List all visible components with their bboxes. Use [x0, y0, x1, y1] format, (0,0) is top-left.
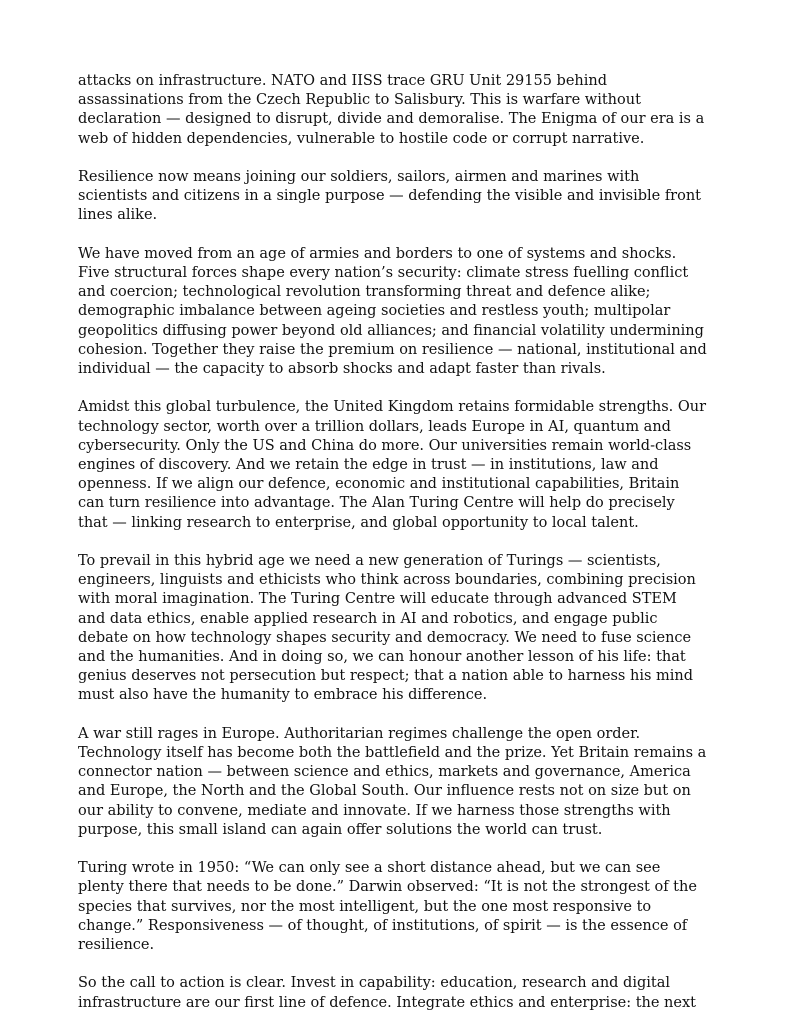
- paragraph-uk-strengths: Amidst this global turbulence, the United Kingdom retains formidable strengths. Our technology sector, worth over a trillion dollars, leads Europe in AI, quantum and cybersecurity. Only the US and China do more. Our universities remain world-class engines of discovery. And we retain the edge in trust — in institutions, law and openness. If we align our defence, economic and institutional capabilities, Britain can turn resilience into advantage. The Alan Turing Centre will help do precisely that — linking research to enterprise, and global opportunity to local talent.: [78, 399, 707, 531]
- paragraph-hybrid-warfare: attacks on infrastructure. NATO and IISS trace GRU Unit 29155 behind assassinations from the Czech Republic to Salisbury. This is warfare without declaration — designed to disrupt, divide and demoralise. The Enigma of our era is a web of hidden dependencies, vulnerable to hostile code or corrupt narrative.: [78, 73, 705, 147]
- paragraph-resilience-purpose: Resilience now means joining our soldiers, sailors, airmen and marines with scientists and citizens in a single purpose — defending the visible and invisible front lines alike.: [78, 169, 702, 224]
- document-page: [78, 72, 708, 1032]
- paragraph-call-to-action: So the call to action is clear. Invest in capability: education, research and digital infrastructure are our first line of defence. Integrate ethics and enterprise: the next: [78, 975, 696, 1011]
- paragraph-turing-darwin-quotes: Turing wrote in 1950: “We can only see a short distance ahead, but we can see plenty there that needs to be done.” Darwin observed: “It is not the strongest of the species that survives, nor the most intelligent, but the one most responsive to change.” Responsiveness — of thought, of institutions, of spirit — is the essence of resilience.: [78, 860, 697, 954]
- paragraph-structural-forces: We have moved from an age of armies and borders to one of systems and shocks. Five structural forces shape every nation’s security: climate stress fuelling conflict and coercion; technological revolution transforming threat and defence alike; demographic imbalance between ageing societies and restless youth; multipolar geopolitics diffusing power beyond old alliances; and financial volatility undermining cohesion. Together they raise the premium on resilience — national, institutional and individual — the capacity to absorb shocks and adapt faster than rivals.: [78, 245, 707, 378]
- paragraph-new-turings: To prevail in this hybrid age we need a new generation of Turings — scientists, engineers, linguists and ethicists who think across boundaries, combining precision with moral imagination. The Turing Centre will educate through advanced STEM and data ethics, enable applied research in AI and robotics, and engage public debate on how technology shapes security and democracy. We need to fuse science and the humanities. And in doing so, we can honour another lesson of his life: that genius deserves not persecution but respect; that a nation able to harness his mind must also have the humanity to embrace his difference.: [78, 553, 696, 704]
- paragraph-connector-nation: A war still rages in Europe. Authoritarian regimes challenge the open order. Technology itself has become both the battlefield and the prize. Yet Britain remains a connector nation — between science and ethics, markets and governance, America and Europe, the North and the Global South. Our influence rests not on size but on our ability to convene, mediate and innovate. If we harness those strengths with purpose, this small island can again offer solutions the world can trust.: [78, 725, 707, 838]
